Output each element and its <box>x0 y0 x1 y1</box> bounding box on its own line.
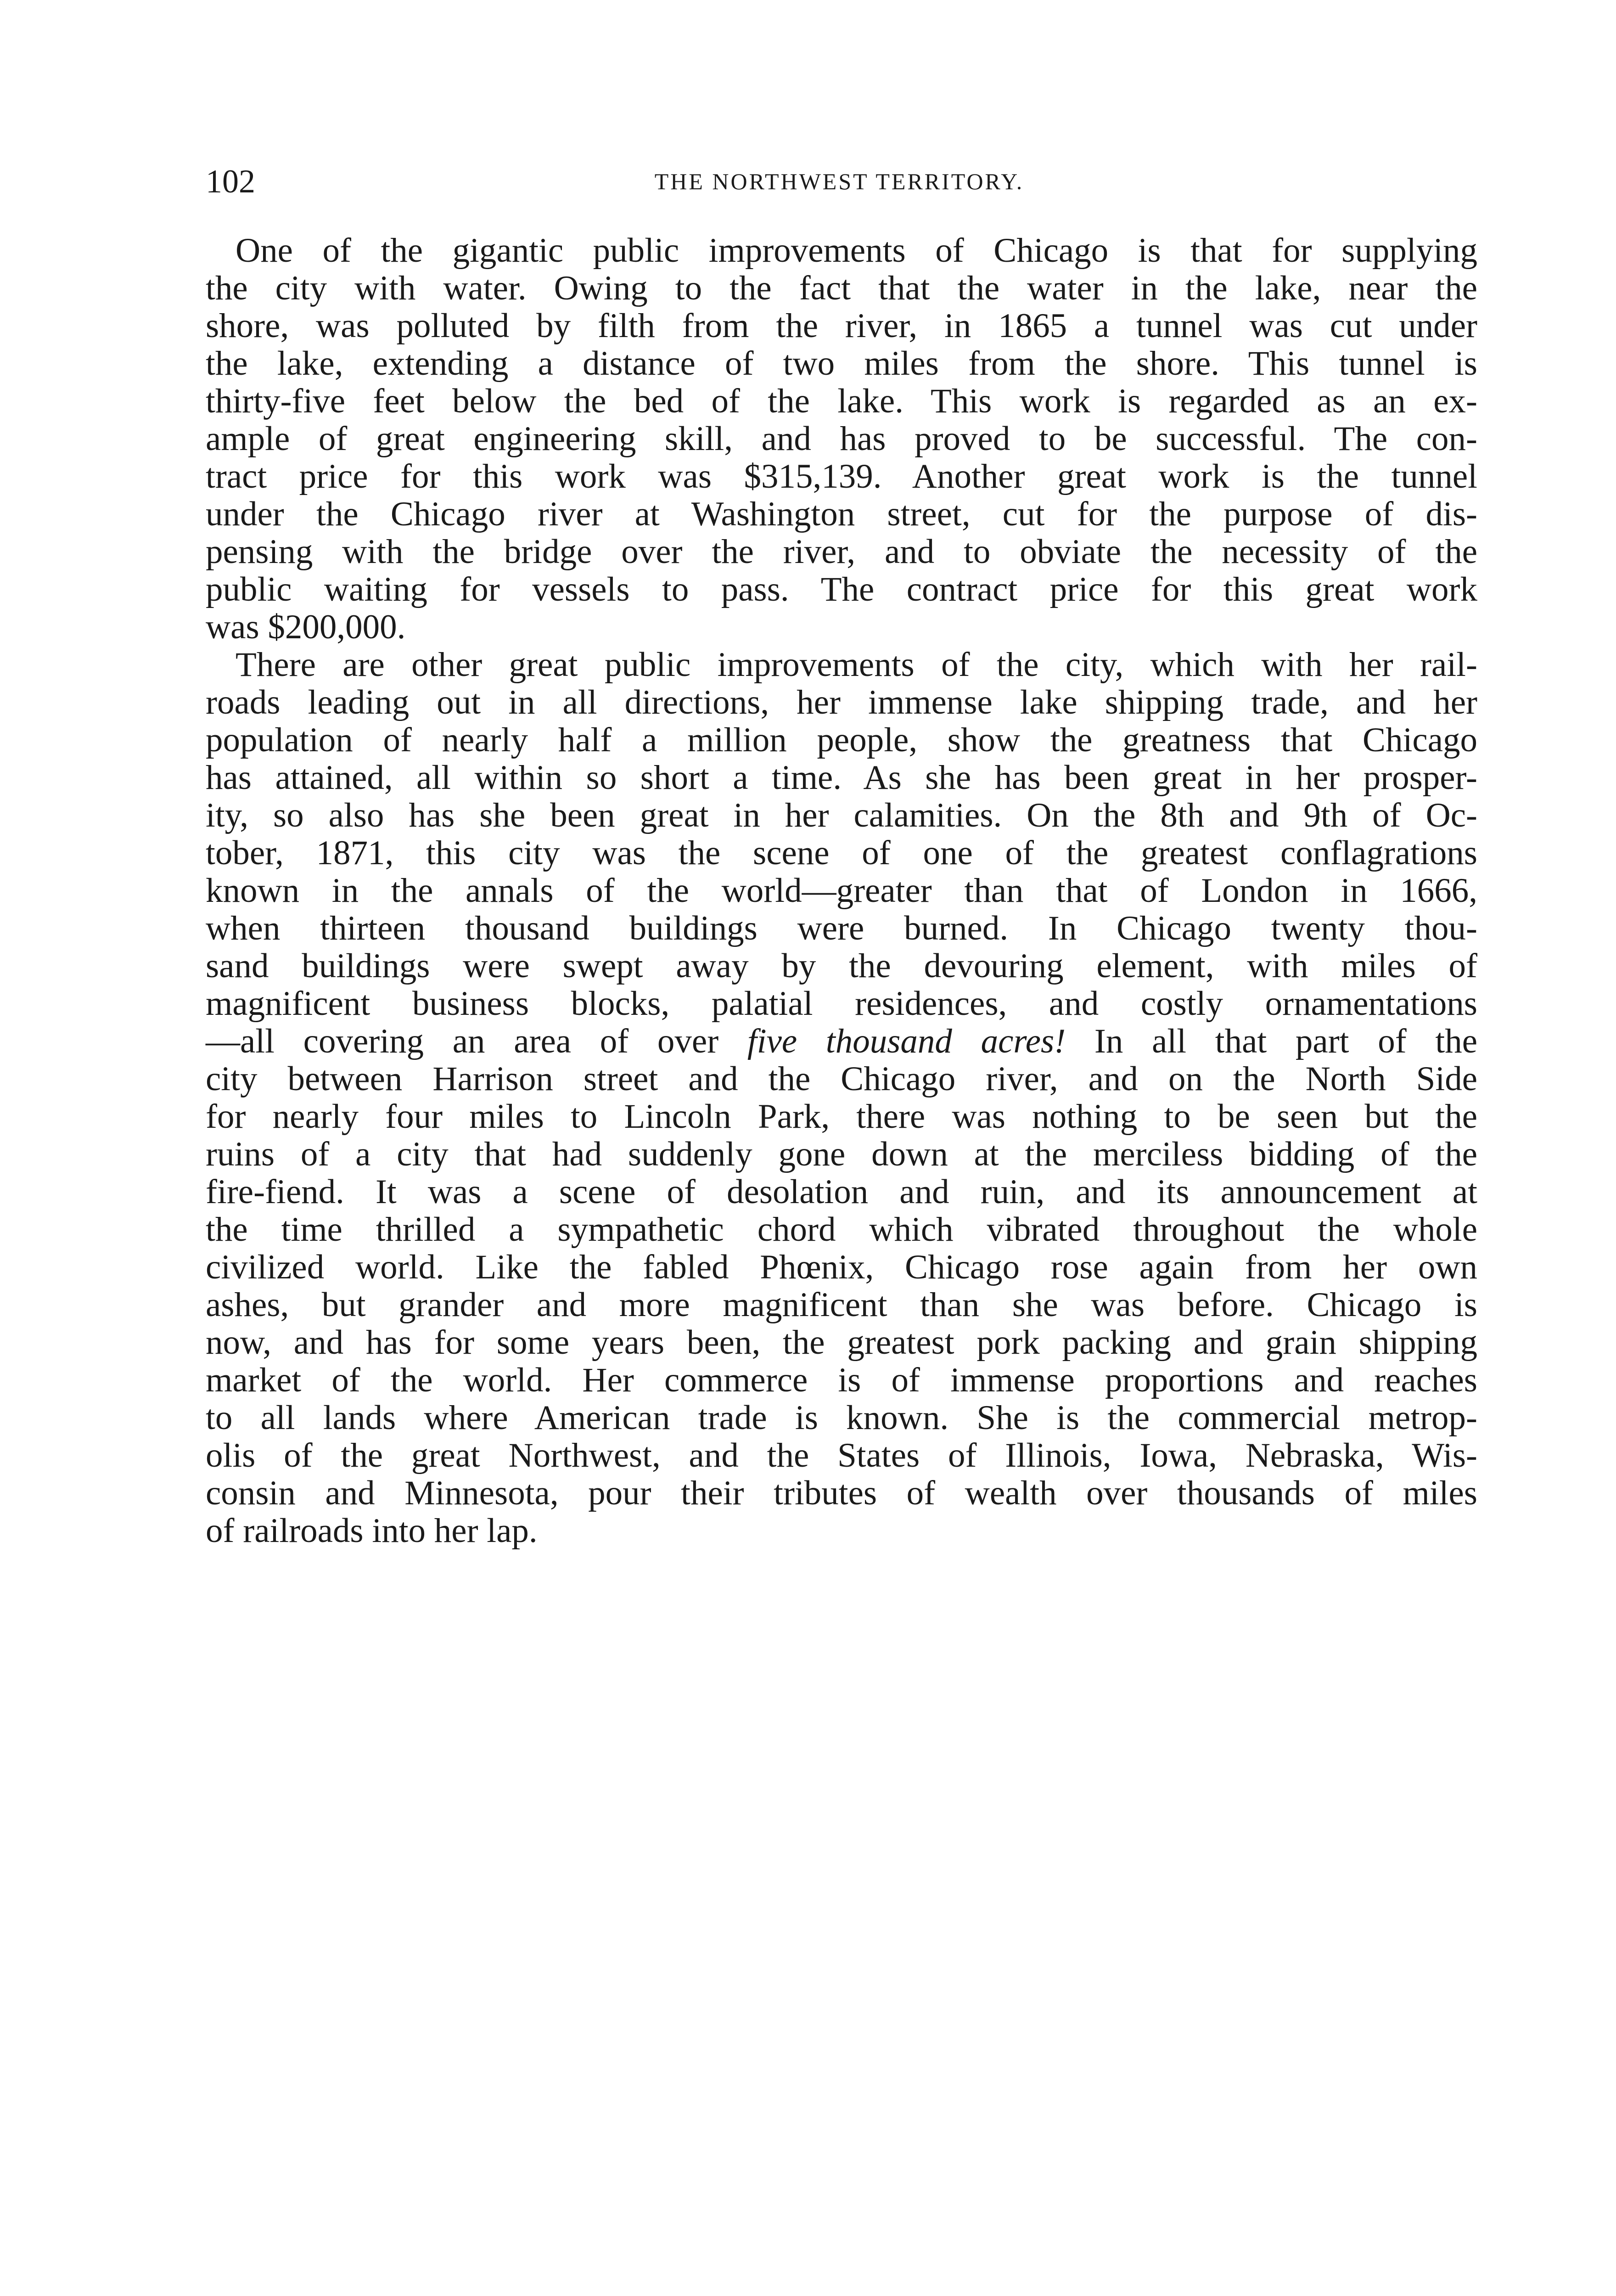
italic-phrase: five thousand acres! <box>747 1022 1066 1060</box>
text-line: was $200,000. <box>206 608 406 646</box>
text-line: to all lands where American trade is known. She is the commercial metrop- <box>206 1399 1477 1437</box>
text-line: population of nearly half a million people, show the greatness that Chicago <box>206 721 1477 759</box>
text-line: ruins of a city that had suddenly gone down at the merciless bidding of the <box>206 1135 1477 1173</box>
text-line: the time thrilled a sympathetic chord which vibrated throughout the whole <box>206 1210 1477 1249</box>
text-line: There are other great public improvements of the city, which with her rail- <box>236 646 1477 684</box>
text-fragment: —all covering an area of over <box>206 1022 747 1060</box>
paragraph-2 <box>206 646 1477 1550</box>
text-line: ashes, but grander and more magnificent than she was before. Chicago is <box>206 1286 1477 1324</box>
text-line: market of the world. Her commerce is of immense proportions and reaches <box>206 1361 1477 1399</box>
running-head: THE NORTHWEST TERRITORY. <box>654 169 1024 194</box>
text-line: olis of the great Northwest, and the States of Illinois, Iowa, Nebraska, Wis- <box>206 1436 1477 1474</box>
text-line: civilized world. Like the fabled Phœnix, Chicago rose again from her own <box>206 1248 1477 1286</box>
text-line: One of the gigantic public improvements of Chicago is that for supplying <box>236 231 1477 270</box>
text-line: under the Chicago river at Washington street, cut for the purpose of dis- <box>206 495 1477 533</box>
body-text <box>206 232 1477 1550</box>
page-number: 102 <box>206 163 255 200</box>
text-line: has attained, all within so short a time. As she has been great in her prosper- <box>206 759 1477 797</box>
text-line: the lake, extending a distance of two miles from the shore. This tunnel is <box>206 344 1477 383</box>
text-line: the city with water. Owing to the fact that the water in the lake, near the <box>206 269 1477 307</box>
text-line: now, and has for some years been, the greatest pork packing and grain shipping <box>206 1323 1477 1362</box>
text-line: when thirteen thousand buildings were burned. In Chicago twenty thou- <box>206 909 1477 947</box>
text-line: known in the annals of the world—greater than that of London in 1666, <box>206 872 1477 910</box>
text-line: pensing with the bridge over the river, and to obviate the necessity of the <box>206 533 1477 571</box>
text-line: sand buildings were swept away by the devouring element, with miles of <box>206 947 1477 985</box>
text-line: consin and Minnesota, pour their tributes of wealth over thousands of miles <box>206 1474 1477 1512</box>
text-line: ample of great engineering skill, and has proved to be successful. The con- <box>206 420 1477 458</box>
text-line: thirty-five feet below the bed of the lake. This work is regarded as an ex- <box>206 382 1477 420</box>
text-line: magnificent business blocks, palatial residences, and costly ornamentations <box>206 985 1477 1023</box>
text-fragment: In all that part of the <box>1066 1022 1477 1060</box>
text-line: for nearly four miles to Lincoln Park, there was nothing to be seen but the <box>206 1097 1477 1136</box>
text-line: tract price for this work was $315,139. Another great work is the tunnel <box>206 457 1477 495</box>
text-line: of railroads into her lap. <box>206 1512 538 1550</box>
text-line: public waiting for vessels to pass. The contract price for this great work <box>206 570 1477 608</box>
text-line: ity, so also has she been great in her calamities. On the 8th and 9th of Oc- <box>206 796 1477 834</box>
text-line: fire-fiend. It was a scene of desolation and ruin, and its announcement at <box>206 1173 1477 1211</box>
text-line: roads leading out in all directions, her immense lake shipping trade, and her <box>206 683 1477 721</box>
text-line: tober, 1871, this city was the scene of one of the greatest conflagrations <box>206 834 1477 872</box>
text-line: city between Harrison street and the Chicago river, and on the North Side <box>206 1060 1477 1098</box>
emphasis-line <box>206 1023 1477 1060</box>
paragraph-1 <box>206 232 1477 646</box>
page-header <box>206 158 1477 204</box>
text-line: shore, was polluted by filth from the river, in 1865 a tunnel was cut under <box>206 307 1477 345</box>
